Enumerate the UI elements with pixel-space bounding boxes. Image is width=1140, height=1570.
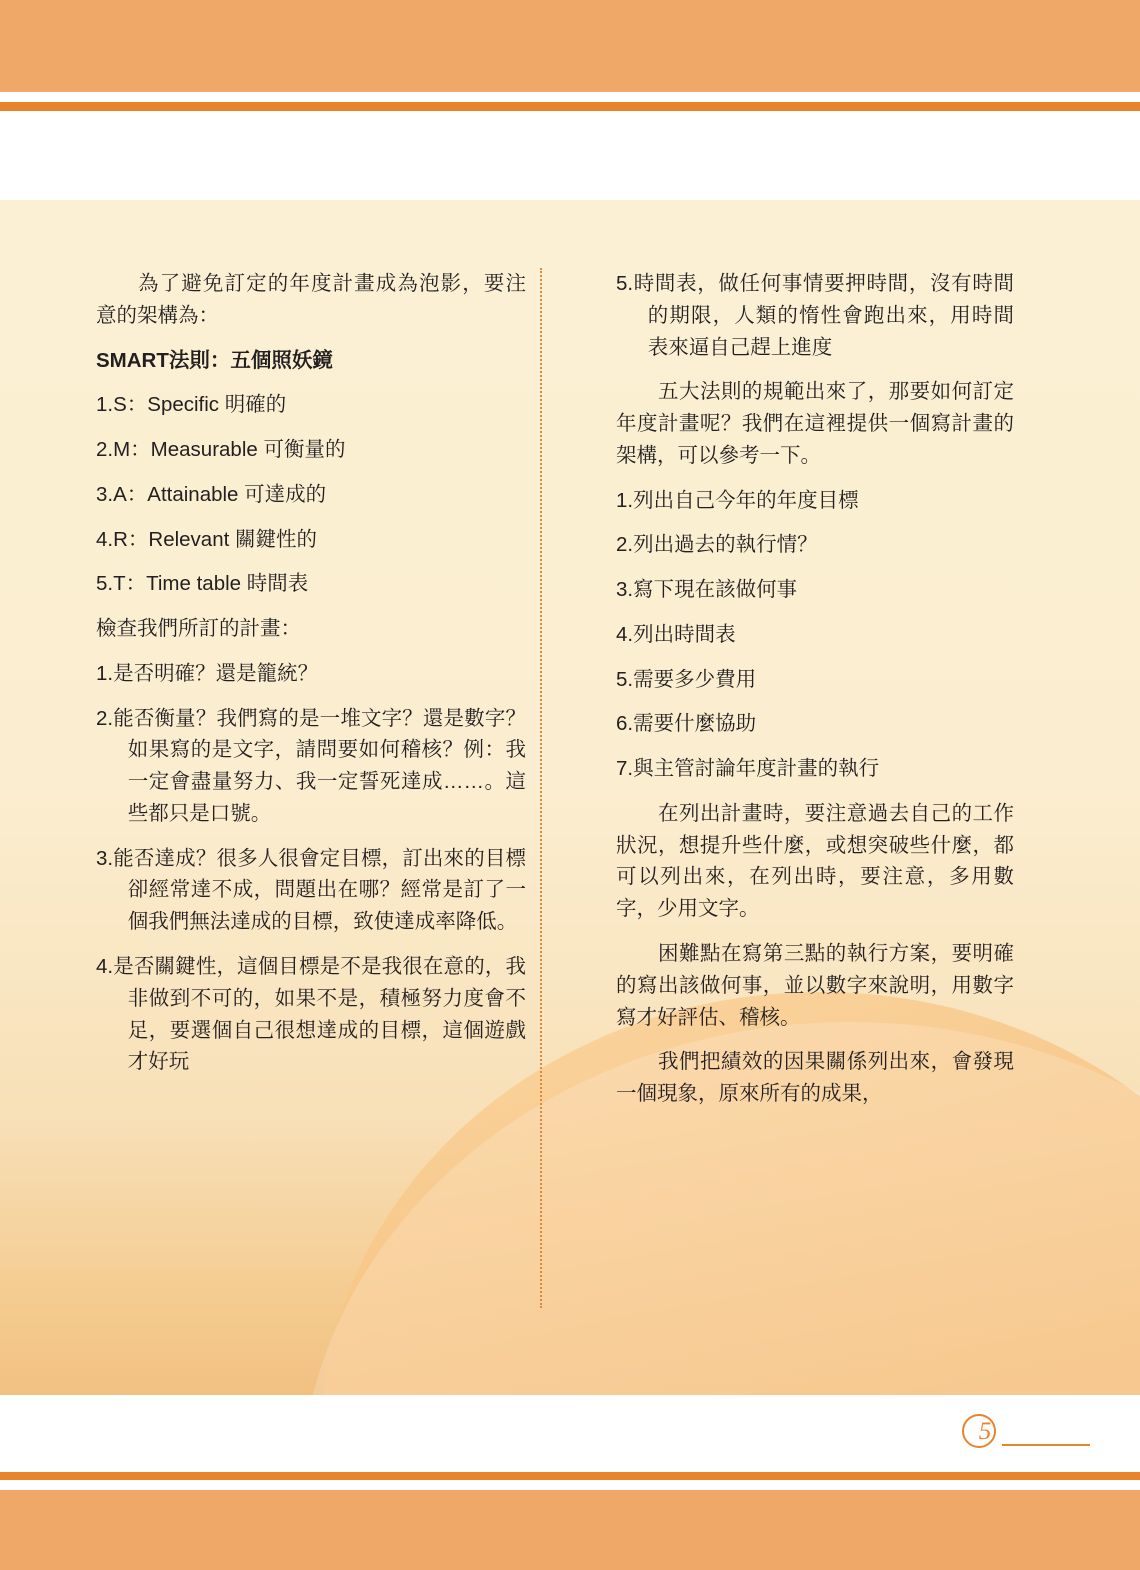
section-heading: SMART法則：五個照妖鏡 bbox=[96, 348, 333, 372]
paragraph: 在列出計畫時，要注意過去自己的工作狀況，想提升些什麼，或想突破些什麼，都可以列出來，在列出時，要注意，多用數字，少用文字。 bbox=[616, 801, 1014, 921]
list-item: 5.T：Time table 時間表 bbox=[96, 572, 309, 596]
list-item: 2.列出過去的執行情？ bbox=[616, 533, 818, 557]
list-item: 2.M：Measurable 可衡量的 bbox=[96, 438, 346, 462]
paragraph: 五大法則的規範出來了，那要如何訂定年度計畫呢？我們在這裡提供一個寫計畫的架構，可以參考一下。 bbox=[616, 380, 1014, 467]
left-column bbox=[96, 268, 540, 1328]
two-column-body bbox=[96, 268, 1044, 1328]
right-column bbox=[570, 268, 1014, 1328]
list-item: 4.列出時間表 bbox=[616, 622, 736, 646]
list-item: 2.能否衡量？我們寫的是一堆文字？還是數字？如果寫的是文字，請問要如何稽核？例：我一定會盡量努力、我一定誓死達成……。這些都只是口號。 bbox=[96, 706, 526, 825]
list-item: 4.是否關鍵性，這個目標是不是我很在意的，我非做到不可的，如果不是，積極努力度會不足，要選個自己很想達成的目標，這個遊戲才好玩 bbox=[96, 955, 526, 1074]
header-rule bbox=[0, 102, 1140, 111]
header-band-gap bbox=[0, 92, 1140, 102]
list-item: 4.R：Relevant 關鍵性的 bbox=[96, 527, 318, 551]
footer-band bbox=[0, 1490, 1140, 1570]
paragraph: 困難點在寫第三點的執行方案，要明確的寫出該做何事，並以數字來說明，用數字寫才好評估、稽核。 bbox=[616, 942, 1014, 1029]
footer-band-gap bbox=[0, 1480, 1140, 1490]
list-item: 1.S：Specific 明確的 bbox=[96, 393, 287, 417]
column-divider bbox=[540, 268, 542, 1308]
list-item: 3.能否達成？很多人很會定目標，訂出來的目標卻經常達不成，問題出在哪？經常是訂了一個我們無法達成的目標，致使達成率降低。 bbox=[96, 846, 526, 934]
page-number-rule bbox=[1002, 1444, 1090, 1446]
page-number-ornament bbox=[962, 1412, 1092, 1456]
list-item: 1.是否明確？還是籠統？ bbox=[96, 661, 319, 685]
paragraph: 檢查我們所訂的計畫： bbox=[96, 617, 301, 641]
paragraph: 為了避免訂定的年度計畫成為泡影，要注意的架構為： bbox=[96, 272, 526, 327]
list-item: 3.A：Attainable 可達成的 bbox=[96, 482, 327, 506]
list-item: 1.列出自己今年的年度目標 bbox=[616, 488, 859, 512]
paragraph: 我們把績效的因果關係列出來，會發現一個現象，原來所有的成果， bbox=[616, 1050, 1014, 1106]
list-item: 5.時間表，做任何事情要押時間，沒有時間的期限，人類的惰性會跑出來，用時間表來逼自己趕上進度 bbox=[616, 272, 1014, 359]
list-item: 6.需要什麼協助 bbox=[616, 712, 757, 736]
list-item: 7.與主管討論年度計畫的執行 bbox=[616, 757, 880, 781]
footer-rule bbox=[0, 1472, 1140, 1480]
list-item: 3.寫下現在該做何事 bbox=[616, 578, 798, 602]
page-number: 5 bbox=[978, 1418, 992, 1445]
list-item: 5.需要多少費用 bbox=[616, 667, 757, 691]
header-band bbox=[0, 0, 1140, 92]
